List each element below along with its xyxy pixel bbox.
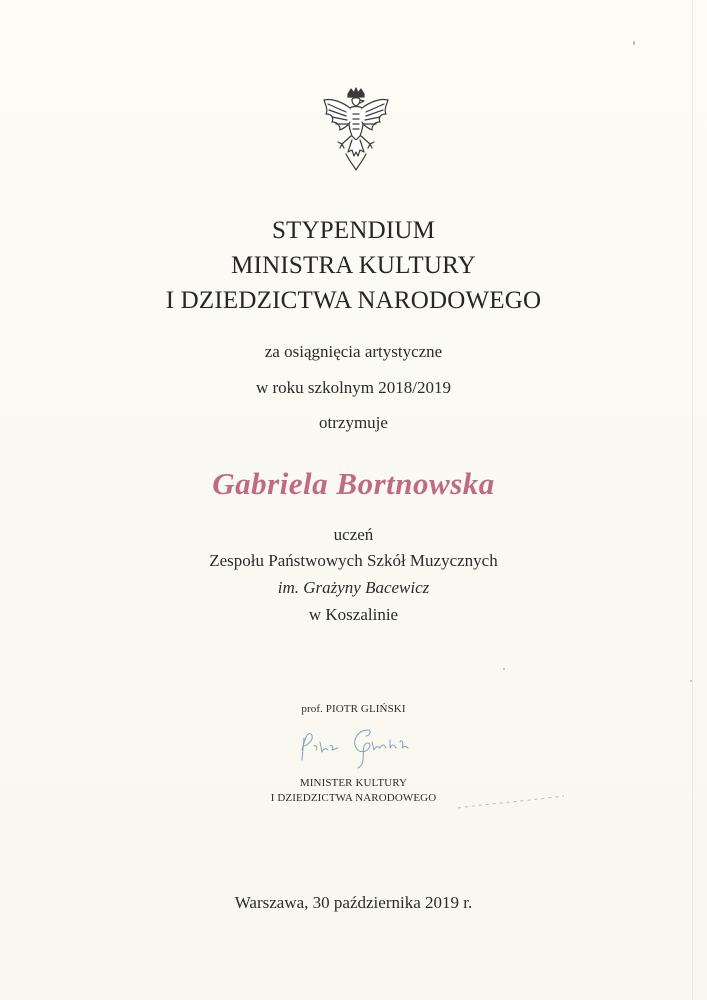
place-date-text: Warszawa, 30 października 2019 r. bbox=[234, 893, 473, 912]
title-line-3: I DZIEDZICTWA NARODOWEGO bbox=[165, 287, 542, 314]
stamp-smudge-line bbox=[456, 792, 566, 812]
purpose-text: za osiągnięcia artystyczne bbox=[264, 342, 443, 361]
school-year-text: w roku szkolnym 2018/2019 bbox=[255, 378, 452, 397]
school-city-line: w Koszalinie bbox=[308, 605, 399, 624]
recipient-name: Gabriela Bortnowska bbox=[212, 466, 495, 501]
recipient-role: uczeń bbox=[333, 525, 374, 544]
signatory-title-line-2: I DZIEDZICTWA NARODOWEGO bbox=[270, 792, 437, 804]
white-eagle-emblem-icon bbox=[318, 86, 394, 172]
school-patron-line: im. Grażyny Bacewicz bbox=[277, 578, 430, 597]
paper-speck bbox=[690, 680, 692, 682]
signatory-name: prof. PIOTR GLIŃSKI bbox=[301, 703, 406, 715]
school-name-line: Zespołu Państwowych Szkół Muzycznych bbox=[209, 551, 498, 570]
paper-speck bbox=[503, 668, 505, 670]
paper-speck bbox=[633, 41, 635, 45]
receives-text: otrzymuje bbox=[319, 413, 388, 432]
signatory-title-line-1: MINISTER KULTURY bbox=[299, 777, 408, 789]
title-line-1: STYPENDIUM bbox=[271, 217, 436, 244]
title-line-2: MINISTRA KULTURY bbox=[231, 252, 476, 279]
handwritten-signature bbox=[296, 720, 426, 770]
